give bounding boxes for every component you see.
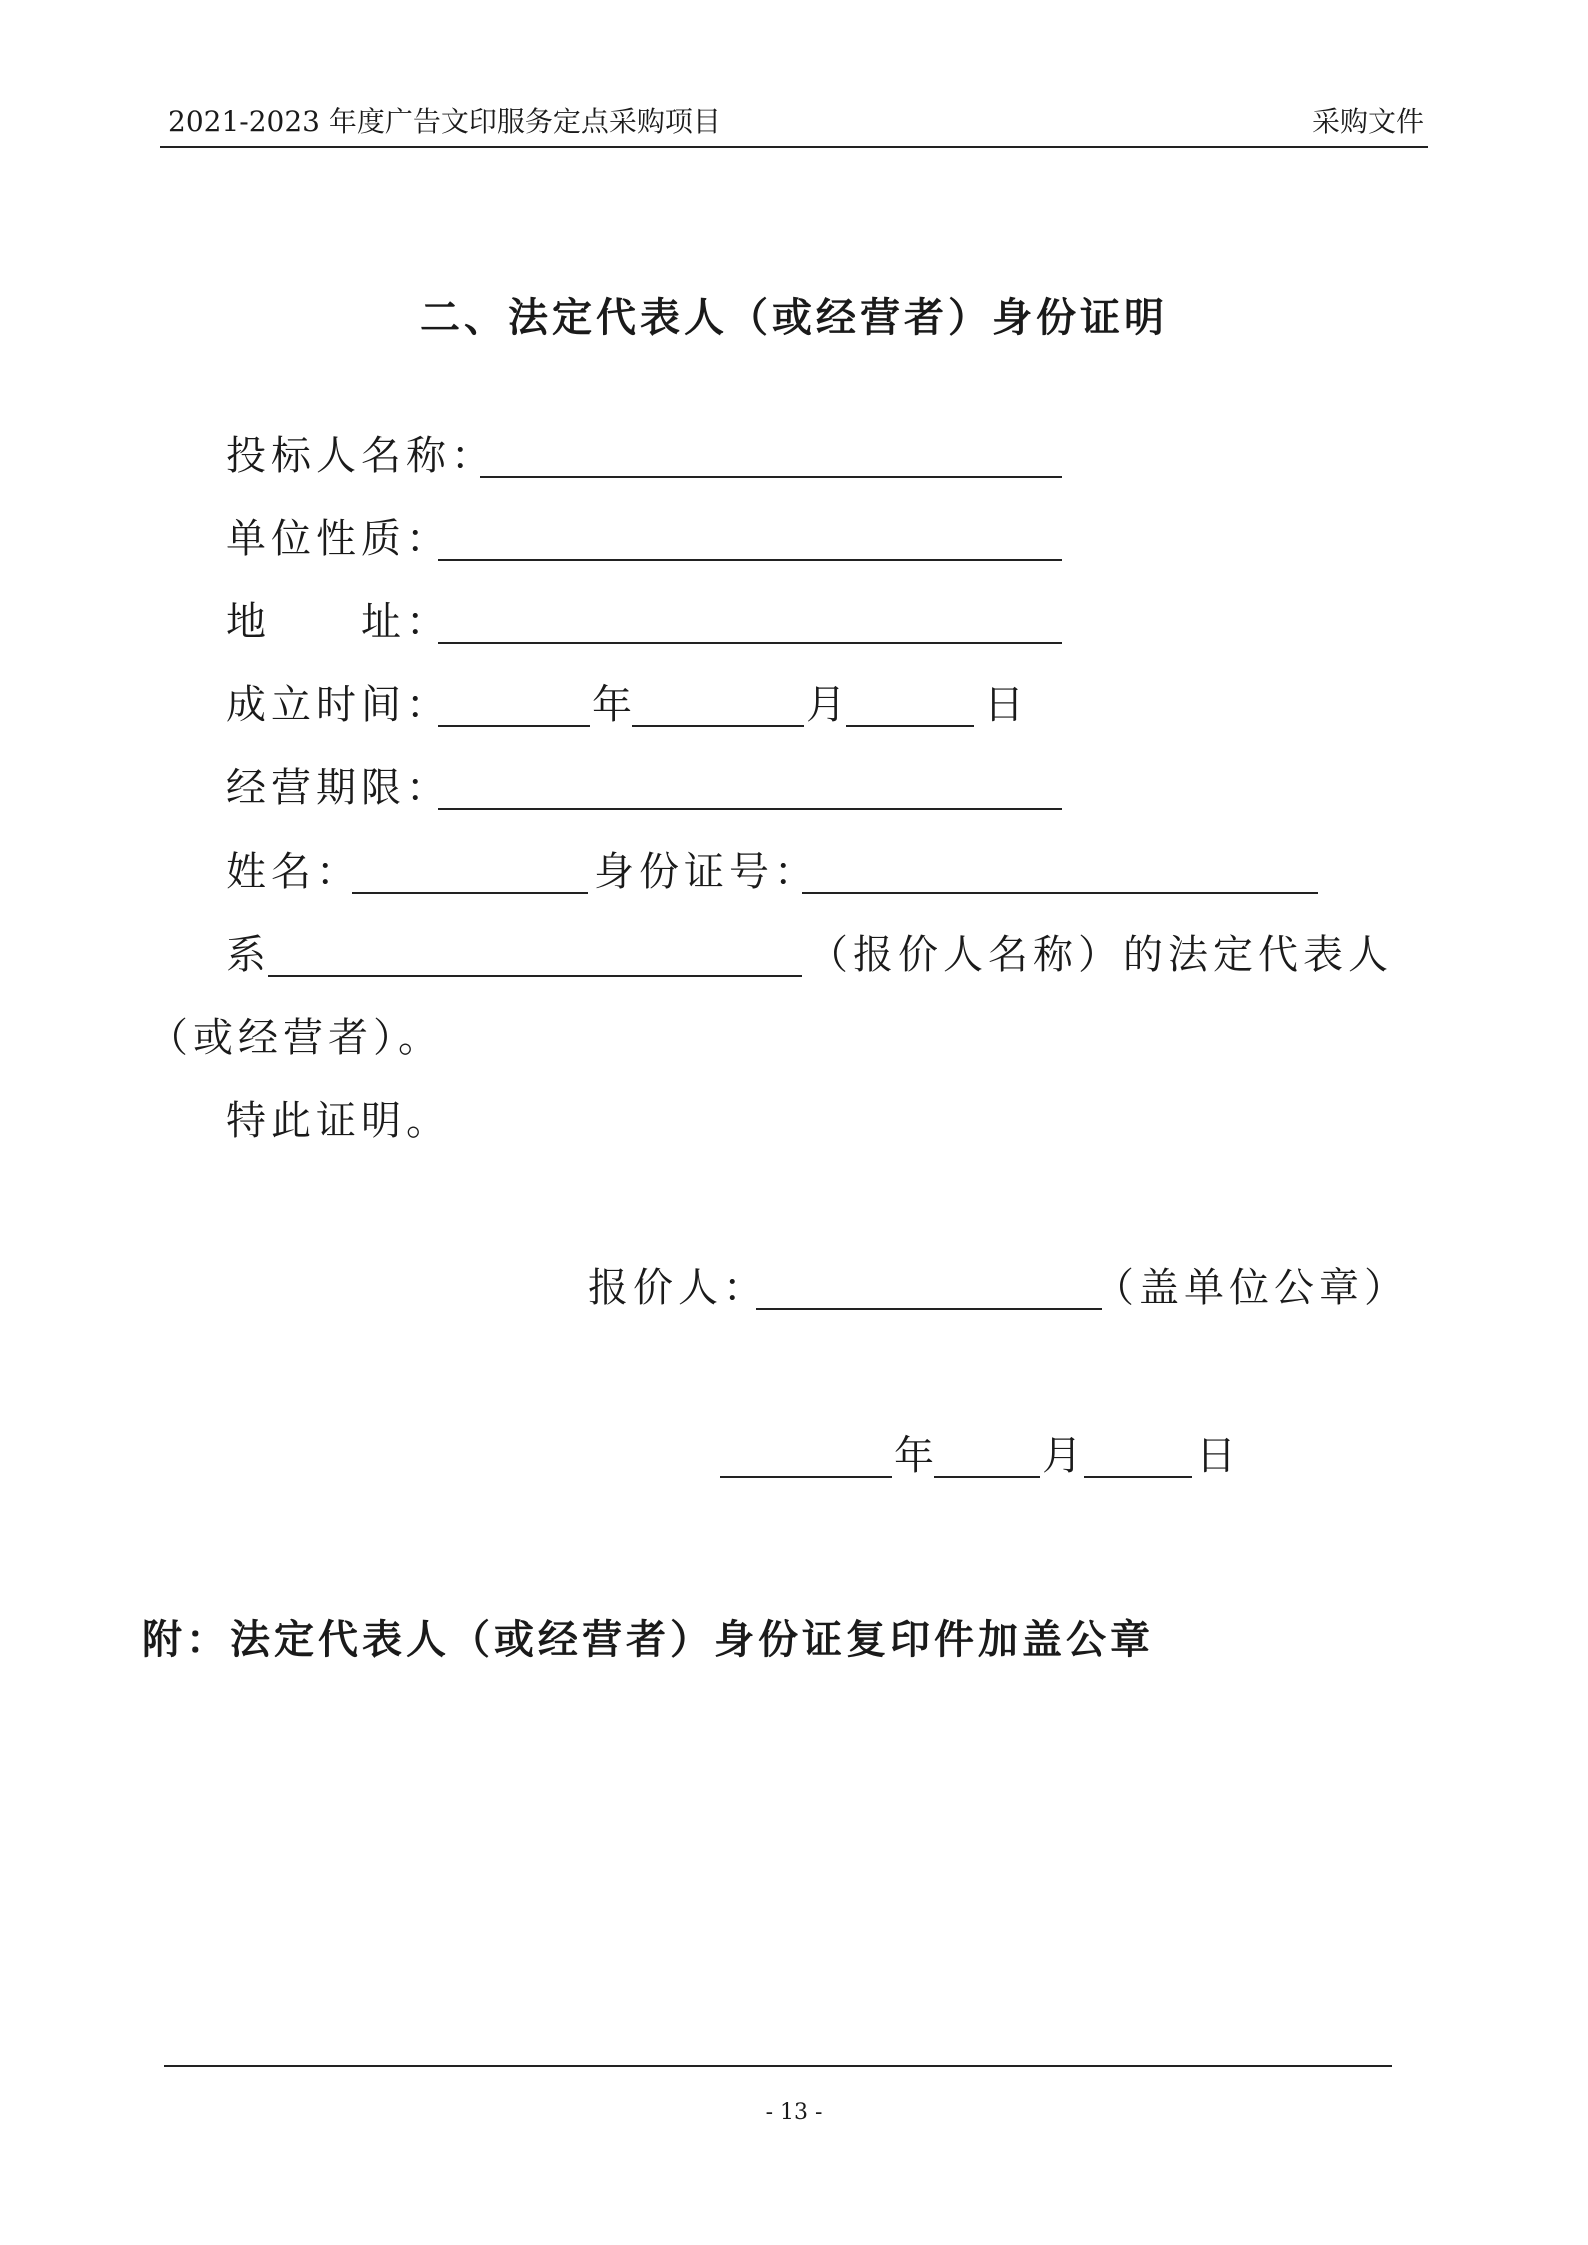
established-day-field[interactable] [846, 725, 974, 727]
established-month-unit: 月 [806, 682, 851, 728]
quoter-label: 报价人： [588, 1265, 768, 1311]
quoter-name-field[interactable] [268, 975, 802, 977]
sign-year-unit: 年 [894, 1433, 939, 1479]
header-rule [160, 146, 1428, 148]
page-number: - 13 - [765, 2100, 823, 2125]
footer-rule [164, 2065, 1392, 2067]
established-year-field[interactable] [438, 725, 590, 727]
sign-month-field[interactable] [934, 1476, 1040, 1478]
representative-text: （报价人名称）的法定代表人 [808, 932, 1393, 978]
bidder-name-label: 投标人名称： [226, 433, 496, 479]
name-label: 姓名： [226, 849, 361, 895]
certify-text: 特此证明。 [226, 1098, 451, 1144]
established-label: 成立时间： [226, 682, 451, 728]
name-field[interactable] [352, 892, 588, 894]
is-label: 系 [226, 932, 271, 978]
id-number-field[interactable] [802, 892, 1318, 894]
id-number-label: 身份证号： [594, 849, 819, 895]
representative-text-cont: （或经营者）。 [148, 1015, 443, 1061]
sign-month-unit: 月 [1042, 1433, 1087, 1479]
address-label: 地 址： [226, 599, 451, 645]
established-month-field[interactable] [632, 725, 804, 727]
quoter-signature-field[interactable] [756, 1308, 1102, 1310]
header-doc-type: 采购文件 [1311, 105, 1424, 138]
appendix-note: 附：法定代表人（或经营者）身份证复印件加盖公章 [142, 1617, 1154, 1663]
unit-nature-field[interactable] [438, 559, 1062, 561]
established-day-unit: 日 [984, 682, 1029, 728]
header-project-title: 2021-2023 年度广告文印服务定点采购项目 [168, 105, 721, 138]
page-title: 二、法定代表人（或经营者）身份证明 [420, 295, 1168, 341]
sign-year-field[interactable] [720, 1476, 892, 1478]
sign-day-field[interactable] [1084, 1476, 1192, 1478]
established-year-unit: 年 [592, 682, 637, 728]
unit-nature-label: 单位性质： [226, 516, 451, 562]
address-field[interactable] [438, 642, 1062, 644]
term-label: 经营期限： [226, 765, 451, 811]
seal-note: （盖单位公章） [1094, 1265, 1409, 1311]
term-field[interactable] [438, 808, 1062, 810]
bidder-name-field[interactable] [480, 476, 1062, 478]
sign-day-unit: 日 [1196, 1433, 1241, 1479]
